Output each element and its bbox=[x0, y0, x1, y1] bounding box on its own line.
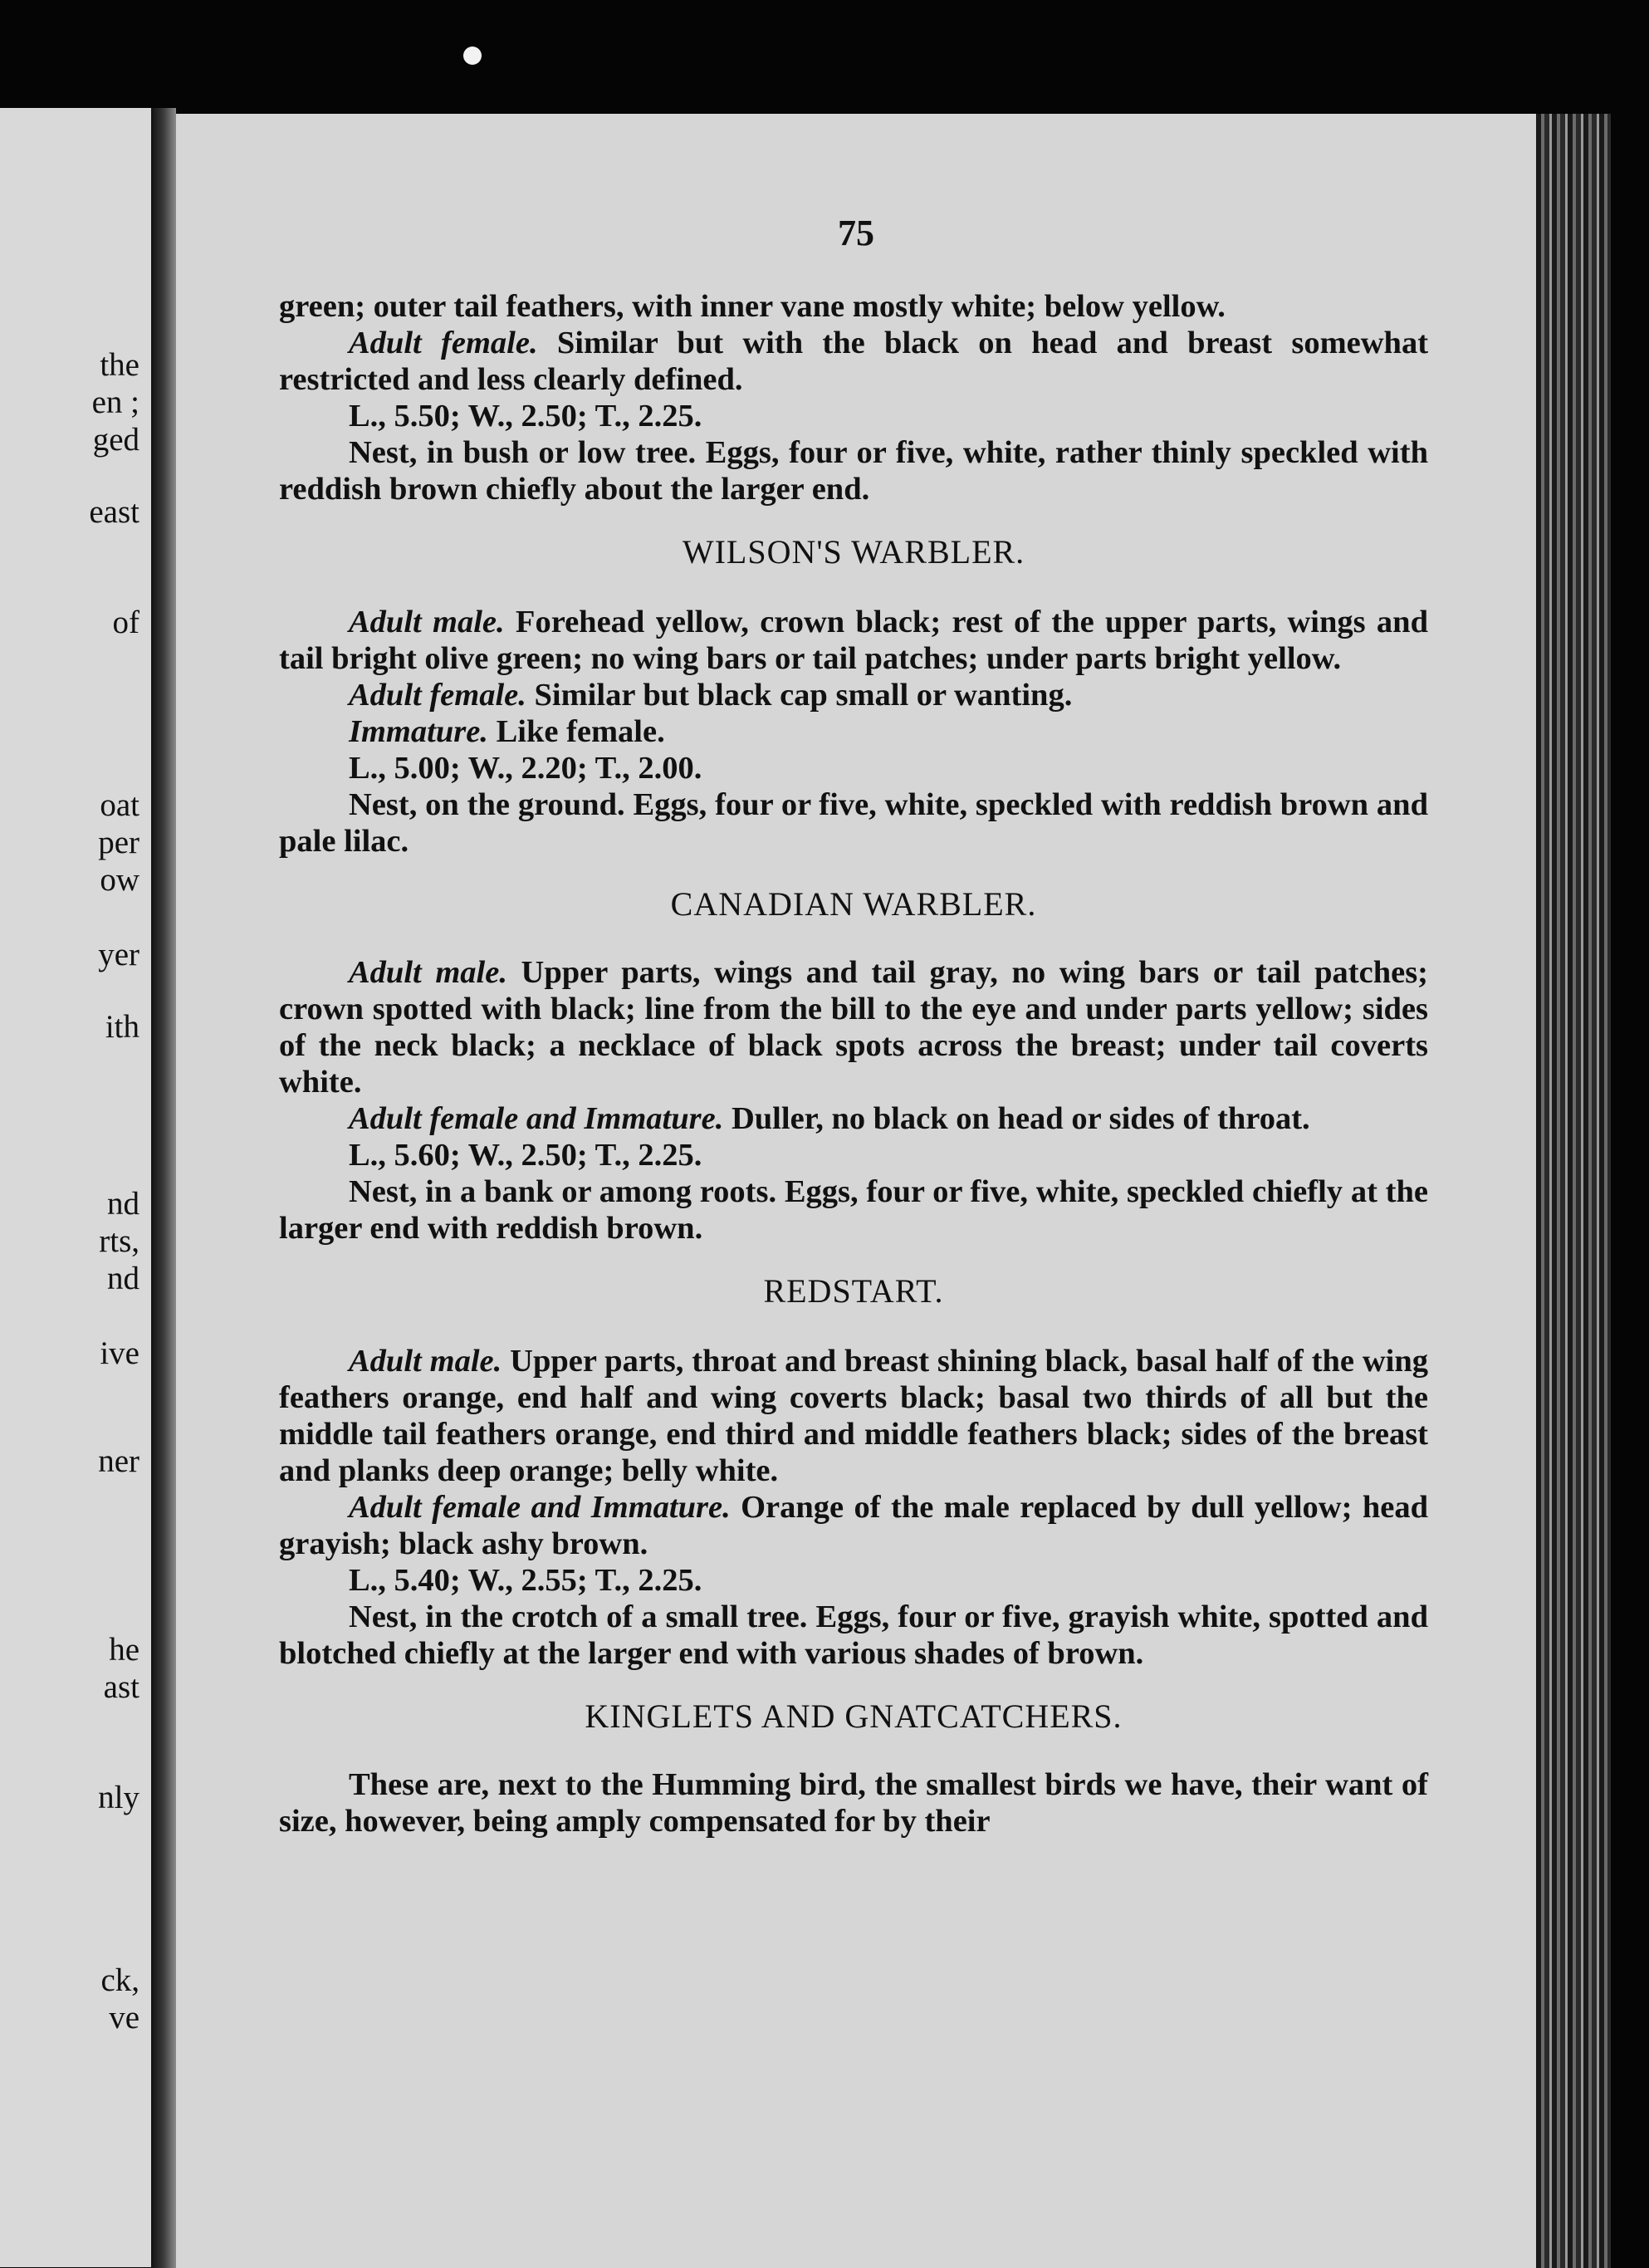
left-page-fragment: rts, bbox=[99, 1223, 139, 1259]
description-text: Forehead yellow, crown black; rest of the upper parts, wings and tail bright olive green; no wing bars or tail patches; under parts bright yellow. bbox=[279, 605, 1429, 676]
section-heading: KINGLETS AND GNATCATCHERS. bbox=[585, 1697, 1123, 1735]
book-gutter bbox=[151, 108, 176, 2268]
species-heading: REDSTART. bbox=[763, 1272, 944, 1310]
left-page-fragment: yer bbox=[98, 937, 139, 972]
species-description bbox=[279, 1489, 1428, 1562]
nest-description: Nest, in bush or low tree. Eggs, four or five, white, rather thinly speckled with reddish brown chiefly about the larger end. bbox=[279, 435, 1428, 507]
measurements: L., 5.00; W., 2.20; T., 2.00. bbox=[349, 751, 702, 786]
nest-description: Nest, in a bank or among roots. Eggs, four or five, white, speckled chiefly at the larger end with reddish brown. bbox=[279, 1174, 1428, 1246]
continuation-text: green; outer tail feathers, with inner vane mostly white; below yellow. bbox=[279, 289, 1226, 324]
sex-label: Adult female. bbox=[349, 326, 538, 360]
species-description bbox=[279, 954, 1428, 1100]
left-page-fragment: oat bbox=[100, 787, 139, 823]
sex-label: Adult male. bbox=[349, 605, 505, 639]
sex-label: Adult male. bbox=[349, 1344, 502, 1379]
left-page-fragment: ith bbox=[105, 1009, 139, 1045]
description-text: Orange of the male replaced by dull yellow; head grayish; black ashy brown. bbox=[279, 1490, 1428, 1561]
species-description bbox=[279, 1100, 1428, 1137]
measurements: L., 5.60; W., 2.50; T., 2.25. bbox=[349, 1138, 702, 1173]
left-page-fragment: nd bbox=[107, 1261, 139, 1296]
sex-label: Adult female. bbox=[349, 678, 526, 713]
page-stack-edges bbox=[1536, 114, 1611, 2268]
left-page-fragment: ast bbox=[103, 1669, 139, 1705]
left-page-fragment: nd bbox=[107, 1186, 139, 1222]
page-number: 75 bbox=[838, 213, 874, 253]
left-page-fragment: nly bbox=[98, 1780, 139, 1815]
description-text: Like female. bbox=[487, 714, 665, 749]
species-description bbox=[279, 604, 1428, 677]
species-description bbox=[279, 677, 1428, 713]
species-description bbox=[279, 713, 1428, 750]
left-page-fragment: ow bbox=[100, 862, 139, 898]
nest-description: Nest, on the ground. Eggs, four or five, white, speckled with reddish brown and pale lilac. bbox=[279, 787, 1428, 859]
species-description bbox=[279, 325, 1428, 398]
description-text: Upper parts, throat and breast shining black, basal half of the wing feathers orange, end half and wing coverts black; basal two thirds of all but the middle tail feathers orange, end third and middle feathers black; sides of the breast and planks deep orange; belly white. bbox=[279, 1344, 1429, 1488]
left-page-fragment: en ; bbox=[91, 385, 139, 420]
left-page-fragment: ck, bbox=[100, 1962, 139, 1998]
measurements: L., 5.40; W., 2.55; T., 2.25. bbox=[349, 1563, 702, 1598]
left-page-fragment: per bbox=[98, 825, 139, 860]
sex-label: Adult male. bbox=[349, 955, 507, 990]
left-page-fragment: of bbox=[112, 605, 139, 640]
species-description bbox=[279, 1343, 1428, 1489]
book-page bbox=[176, 114, 1536, 2268]
measurements: L., 5.50; W., 2.50; T., 2.25. bbox=[349, 399, 702, 434]
sex-label: Adult female and Immature. bbox=[349, 1490, 731, 1525]
species-heading: WILSON'S WARBLER. bbox=[682, 533, 1025, 571]
description-text: Similar but with the black on head and breast somewhat restricted and less clearly defined. bbox=[279, 326, 1429, 397]
section-text: These are, next to the Humming bird, the smallest birds we have, their want of size, however, being amply compensated for by their bbox=[279, 1767, 1428, 1839]
left-page-fragment: the bbox=[100, 347, 139, 383]
sex-label: Immature. bbox=[349, 714, 488, 749]
description-text: Similar but black cap small or wanting. bbox=[526, 678, 1073, 713]
left-page-fragment: ged bbox=[92, 422, 139, 458]
nest-description: Nest, in the crotch of a small tree. Eggs, four or five, grayish white, spotted and blotched chiefly at the larger end with various shades of brown. bbox=[279, 1599, 1428, 1671]
page-body bbox=[279, 288, 1428, 1839]
sex-label: Adult female and Immature. bbox=[349, 1101, 724, 1136]
left-page-fragment: ve bbox=[109, 2000, 139, 2035]
left-page-fragment: ive bbox=[100, 1335, 139, 1371]
left-page-fragment: east bbox=[89, 494, 139, 530]
description-text: Duller, no black on head or sides of throat. bbox=[723, 1101, 1310, 1136]
previous-page-edge bbox=[0, 108, 156, 2267]
left-page-fragment: ner bbox=[98, 1443, 139, 1479]
description-text: Upper parts, wings and tail gray, no wing bars or tail patches; crown spotted with black; line from the bill to the eye and under parts yellow; sides of the neck black; a necklace of black spots across the breast; under tail coverts white. bbox=[279, 955, 1428, 1100]
species-heading: CANADIAN WARBLER. bbox=[670, 885, 1037, 923]
left-page-fragment: he bbox=[109, 1632, 139, 1668]
film-dot bbox=[463, 47, 482, 65]
